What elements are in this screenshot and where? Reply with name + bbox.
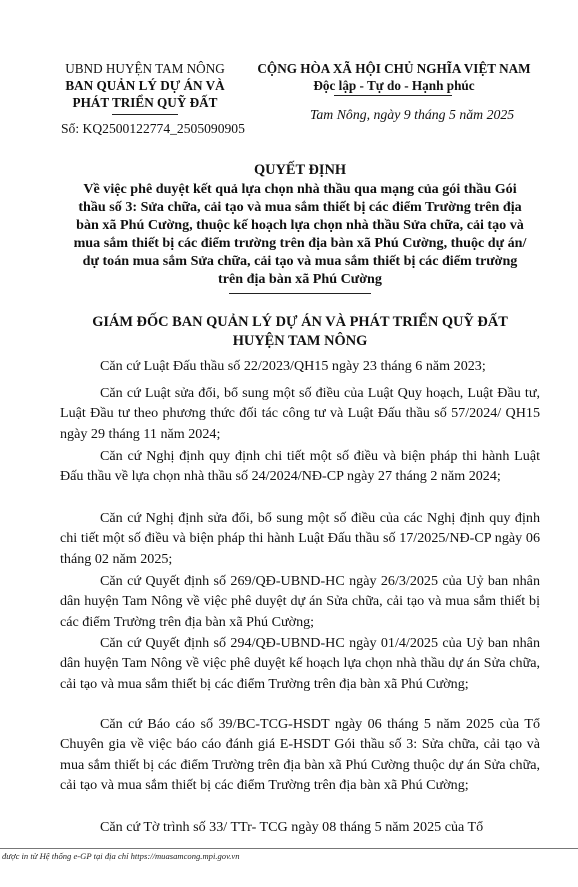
basis-paragraph: Căn cứ Quyết định số 269/QĐ-UBND-HC ngày 26/3/2025 của Uỷ ban nhân dân huyện Tam Nông về việc phê duyệt dự án Sửa chữa, cải tạo và mua sắm thiết bị các điểm Trường trên địa bàn xã Phú Cường; (60, 573, 540, 630)
agency-underline (112, 114, 178, 115)
decision-subject (56, 180, 544, 289)
basis-paragraph: Căn cứ Luật Đấu thầu số 22/2023/QH15 ngày 23 tháng 6 năm 2023; (100, 358, 486, 374)
basis-paragraph: Căn cứ Quyết định số 294/QĐ-UBND-HC ngày 01/4/2025 của Uỷ ban nhân dân huyện Tam Nông về việc phê duyệt kế hoạch lựa chọn nhà thầu dự án Sửa chữa, cải tạo và mua sắm thiết bị các điểm Trường trên địa bàn xã Phú Cường; (60, 635, 540, 692)
basis-paragraph: Căn cứ Tờ trình số 33/ TTr- TCG ngày 08 tháng 5 năm 2025 của Tổ (100, 819, 484, 835)
footer-note: được in từ Hệ thống e-GP tại địa chỉ https://muasamcong.mpi.gov.vn (2, 851, 240, 861)
subject-line: thầu số 3: Sửa chữa, cải tạo và mua sắm thiết bị các điểm Trường trên địa (78, 199, 522, 216)
subject-line: trên địa bàn xã Phú Cường (218, 271, 382, 288)
footer-divider (0, 848, 578, 849)
agency-name-line1: BAN QUẢN LÝ DỰ ÁN VÀ (65, 78, 225, 93)
basis-paragraph: Căn cứ Nghị định quy định chi tiết một số điều và biện pháp thi hành Luật Đấu thầu về lựa chọn nhà thầu số 24/2024/NĐ-CP ngày 27 tháng 2 năm 2024; (60, 448, 540, 485)
subject-underline (229, 293, 371, 294)
agency-parent: UBND HUYỆN TAM NÔNG (65, 61, 225, 76)
subject-line: dự toán mua sắm Sửa chữa, cải tạo và mua sắm thiết bị các điểm trường (82, 253, 518, 270)
subject-line: bàn xã Phú Cường, thuộc kế hoạch lựa chọn nhà thầu Sửa chữa, cải tạo và (76, 217, 524, 234)
agency-name-line2: PHÁT TRIỂN QUỸ ĐẤT (72, 95, 218, 110)
basis-paragraph: Căn cứ Báo cáo số 39/BC-TCG-HSDT ngày 06 tháng 5 năm 2025 của Tổ Chuyên gia về việc báo cáo đánh giá E-HSDT Gói thầu số 3: Sửa chữa, cải tạo và mua sắm thiết bị các điểm Trường trên địa bàn xã Phú Cường thuộc dự án Sửa chữa, cải tạo và mua sắm thiết bị các điểm Trường trên địa bàn xã Phú Cường; (60, 716, 540, 793)
authority-line2: HUYỆN TAM NÔNG (232, 333, 368, 349)
basis-paragraph: Căn cứ Nghị định sửa đổi, bổ sung một số điều của các Nghị định quy định chi tiết một số điều và biện pháp thi hành Luật Đấu thầu số 17/2025/NĐ-CP ngày 06 tháng 02 năm 2025; (60, 510, 540, 567)
authority-line1: GIÁM ĐỐC BAN QUẢN LÝ DỰ ÁN VÀ PHÁT TRIỂN QUỸ ĐẤT (92, 314, 508, 330)
subject-line: mua sắm thiết bị các điểm trường trên địa bàn xã Phú Cường, thuộc dự án/ (73, 235, 527, 252)
place-date: Tam Nông, ngày 9 tháng 5 năm 2025 (310, 107, 515, 122)
motto-underline (334, 95, 452, 96)
document-number: Số: KQ2500122774_2505090905 (61, 121, 245, 136)
decision-title: QUYẾT ĐỊNH (253, 162, 347, 178)
agency-header (40, 60, 250, 111)
basis-paragraph: Căn cứ Luật sửa đổi, bổ sung một số điều của Luật Quy hoạch, Luật Đầu tư, Luật Đầu tư theo phương thức đối tác công tư và Luật Đấu thầu số 57/2024/ QH15 ngày 29 tháng 11 năm 2024; (60, 385, 540, 442)
national-title: CỘNG HÒA XÃ HỘI CHỦ NGHĨA VIỆT NAM (257, 61, 531, 76)
authority-heading (50, 313, 550, 351)
national-motto: Độc lập - Tự do - Hạnh phúc (313, 78, 475, 93)
subject-line: Về việc phê duyệt kết quả lựa chọn nhà thầu qua mạng của gói thầu Gói (83, 181, 517, 197)
